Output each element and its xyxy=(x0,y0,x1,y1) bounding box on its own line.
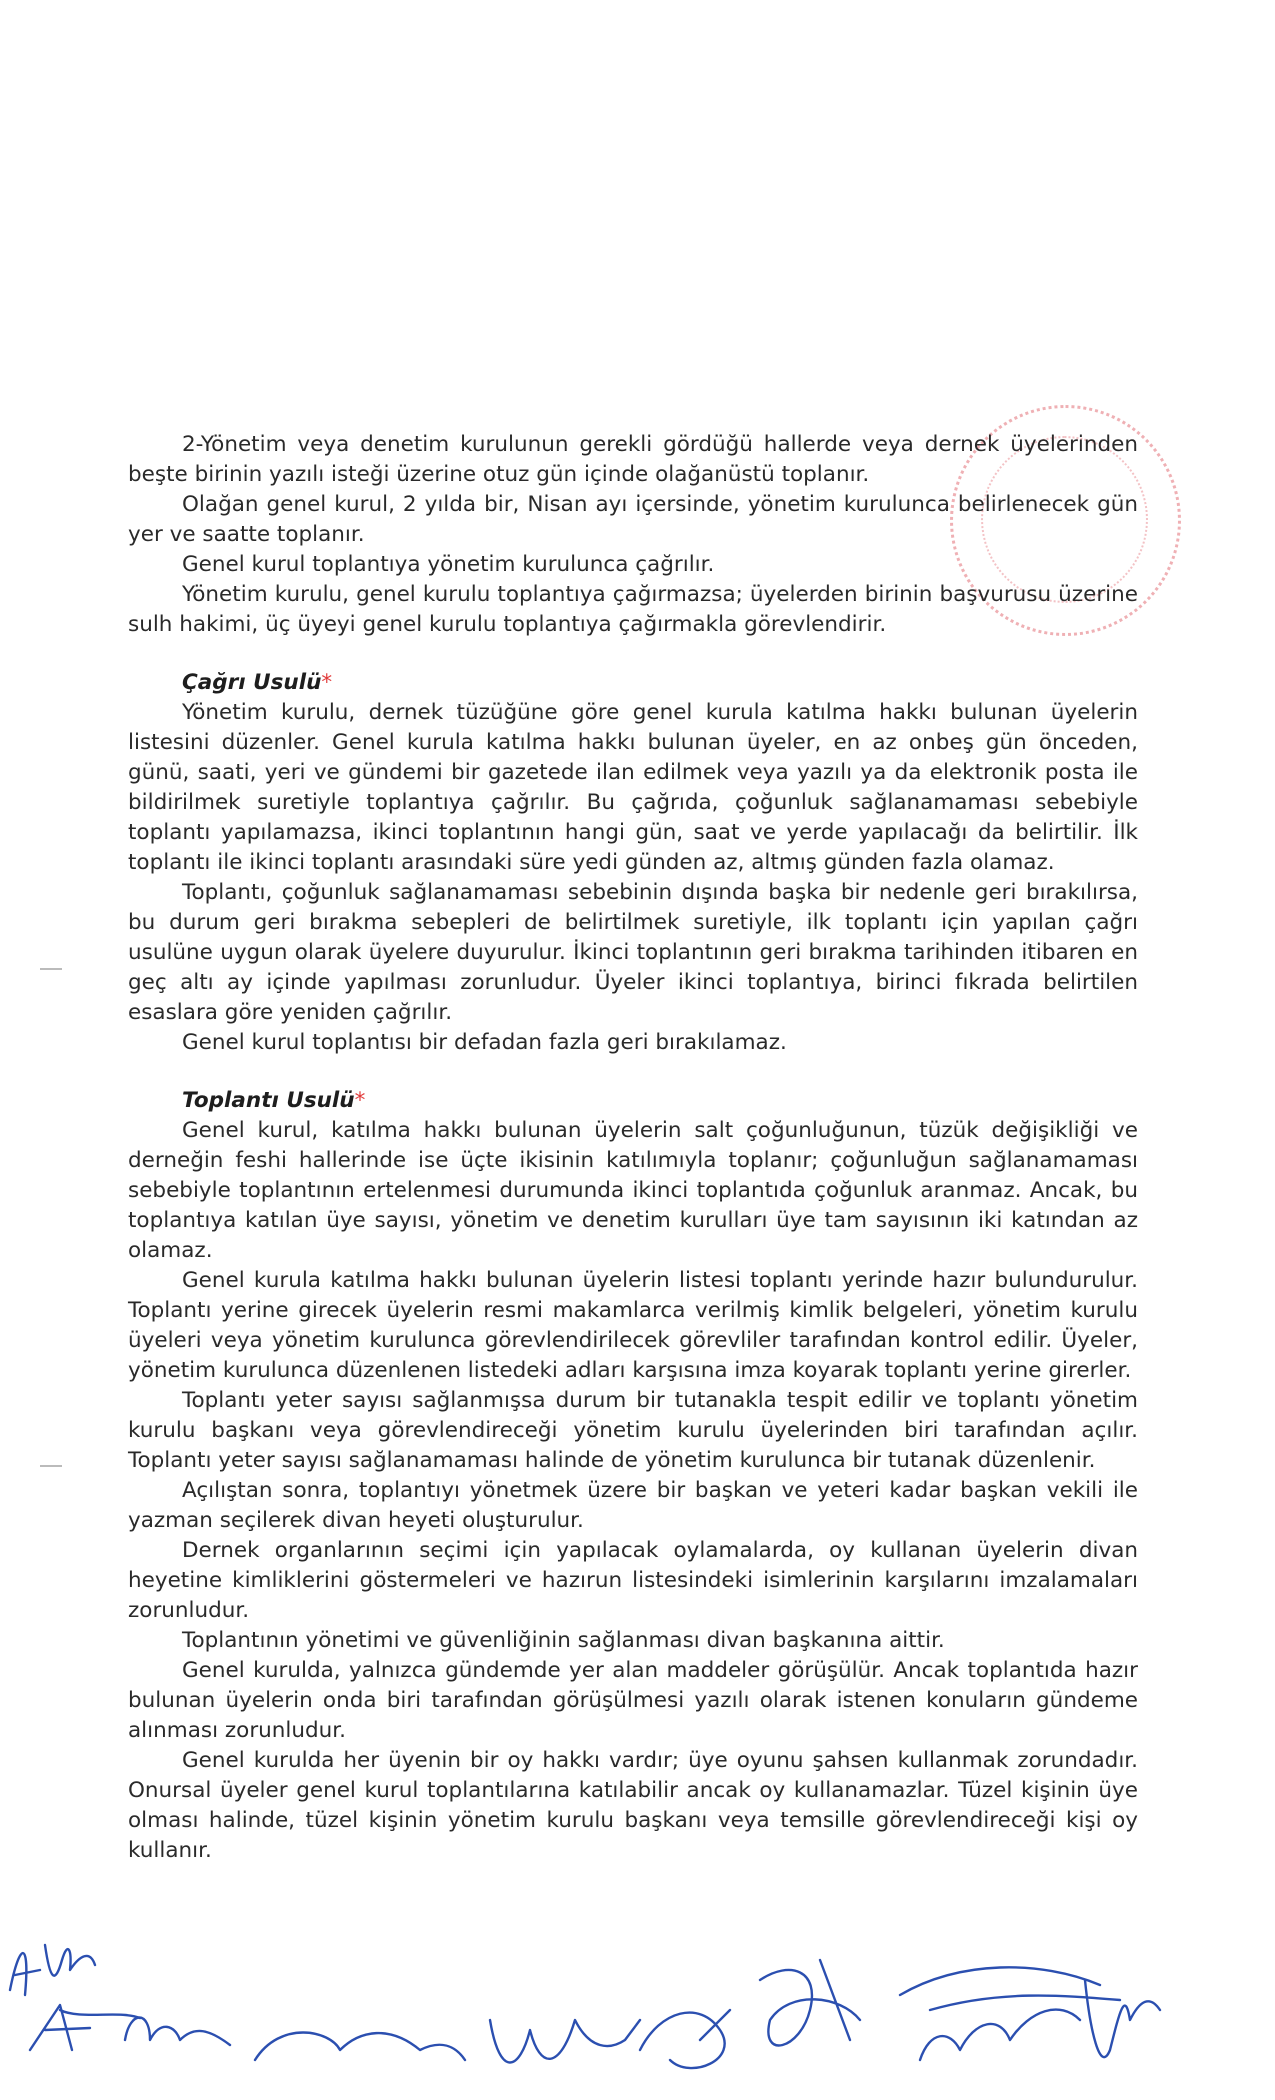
asterisk-mark: * xyxy=(354,1088,366,1113)
paragraph: Toplantı yeter sayısı sağlanmışsa durum bir tutanakla tespit edilir ve toplantı yönetim kurulu başkanı veya görevlendireceği yönetim kurulu üyelerinden biri tarafından açılır. Toplantı yeter sayısı sağlanamaması halinde de yönetim kurulunca bir tutanak düzenlenir. xyxy=(128,1388,1138,1473)
paragraph: Toplantının yönetimi ve güvenliğinin sağlanması divan başkanına aittir. xyxy=(182,1628,945,1653)
signature-8 xyxy=(920,2010,1080,2060)
document-body xyxy=(128,430,1138,1866)
signature-2 xyxy=(30,2005,140,2050)
section-heading-text: Çağrı Usulü xyxy=(182,670,322,695)
section-heading-cagri-usulu xyxy=(182,668,1138,698)
signature-6 xyxy=(640,2010,730,2068)
section-heading-toplanti-usulu xyxy=(182,1086,1138,1116)
signature-5 xyxy=(490,2020,640,2063)
paragraph: Açılıştan sonra, toplantıyı yönetmek üzere bir başkan ve yeteri kadar başkan vekili ile yazman seçilerek divan heyeti oluşturulur. xyxy=(128,1478,1138,1533)
paragraph: Toplantı, çoğunluk sağlanamaması sebebinin dışında başka bir nedenle geri bırakılırsa, bu durum geri bırakma sebepleri de belirtilmek suretiyle, ilk toplantı için yapılan çağrı usulüne uygun olarak üyelere duyurulur. İkinci toplantının geri bırakma tarihinden itibaren en geç altı ay içinde yapılması zorunludur. Üyeler ikinci toplantıya, birinci fıkrada belirtilen esaslara göre yeniden çağrılır. xyxy=(128,880,1138,1025)
handwritten-signatures xyxy=(0,1900,1275,2100)
paragraph: 2-Yönetim veya denetim kurulunun gerekli gördüğü hallerde veya dernek üyelerinden beşte birinin yazılı isteği üzerine otuz gün içinde olağanüstü toplanır. xyxy=(128,432,1138,487)
paragraph: Genel kurula katılma hakkı bulunan üyelerin listesi toplantı yerinde hazır bulundurulur. Toplantı yerine girecek üyelerin resmi makamlarca verilmiş kimlik belgeleri, yönetim kurulu üyeleri veya yönetim kurulunca görevlendirilecek görevliler tarafından kontrol edilir. Üyeler, yönetim kurulunca düzenlenen listedeki adları karşısına imza koyarak toplantı yerine girerler. xyxy=(128,1268,1138,1383)
margin-mark xyxy=(40,968,62,970)
asterisk-mark: * xyxy=(321,670,333,695)
signature-3 xyxy=(125,2018,230,2046)
signature-1 xyxy=(10,1945,95,1995)
signature-7 xyxy=(760,1960,860,2045)
paragraph: Genel kurulda, yalnızca gündemde yer alan maddeler görüşülür. Ancak toplantıda hazır bulunan üyelerin onda biri tarafından görüşülmesi yazılı olarak istenen konuların gündeme alınması zorunludur. xyxy=(128,1658,1138,1743)
signature-4 xyxy=(255,2033,465,2061)
paragraph: Yönetim kurulu, dernek tüzüğüne göre genel kurula katılma hakkı bulunan üyelerin listesini düzenler. Genel kurula katılma hakkı bulunan üyeler, en az onbeş gün önceden, günü, saati, yeri ve gündemi bir gazetede ilan edilmek veya yazılı ya da elektronik posta ile bildirilmek suretiyle toplantıya çağrılır. Bu çağrıda, çoğunluk sağlanamaması sebebiyle toplantı yapılamazsa, ikinci toplantının hangi gün, saat ve yerde yapılacağı da belirtilir. İlk toplantı ile ikinci toplantı arasındaki süre yedi günden az, altmış günden fazla olamaz. xyxy=(128,700,1138,875)
paragraph: Yönetim kurulu, genel kurulu toplantıya çağırmazsa; üyelerden birinin başvurusu üzerine sulh hakimi, üç üyeyi genel kurulu toplantıya çağırmakla görevlendirir. xyxy=(128,582,1138,637)
margin-mark xyxy=(40,1465,62,1467)
paragraph: Olağan genel kurul, 2 yılda bir, Nisan ayı içersinde, yönetim kurulunca belirlenecek gün yer ve saatte toplanır. xyxy=(128,492,1138,547)
paragraph: Genel kurul, katılma hakkı bulunan üyelerin salt çoğunluğunun, tüzük değişikliği ve derneğin feshi hallerinde ise üçte ikisinin katılımıyla toplanır; çoğunluğun sağlanamaması sebebiyle toplantının ertelenmesi durumunda ikinci toplantıda çoğunluk aranmaz. Ancak, bu toplantıya katılan üye sayısı, yönetim ve denetim kurulları üye tam sayısının iki katından az olamaz. xyxy=(128,1118,1138,1263)
paragraph: Genel kurul toplantıya yönetim kurulunca çağrılır. xyxy=(182,552,715,577)
paragraph: Genel kurul toplantısı bir defadan fazla geri bırakılamaz. xyxy=(182,1030,787,1055)
paragraph: Dernek organlarının seçimi için yapılacak oylamalarda, oy kullanan üyelerin divan heyetine kimliklerini göstermeleri ve hazırun listesindeki isimlerinin karşılarını imzalamaları zorunludur. xyxy=(128,1538,1138,1623)
signature-9 xyxy=(1085,1980,1160,2057)
section-heading-text: Toplantı Usulü xyxy=(182,1088,355,1113)
paragraph: Genel kurulda her üyenin bir oy hakkı vardır; üye oyunu şahsen kullanmak zorundadır. Onursal üyeler genel kurul toplantılarına katılabilir ancak oy kullanamazlar. Tüzel kişinin üye olması halinde, tüzel kişinin yönetim kurulu başkanı veya temsille görevlendireceği kişi oy kullanır. xyxy=(128,1748,1138,1863)
